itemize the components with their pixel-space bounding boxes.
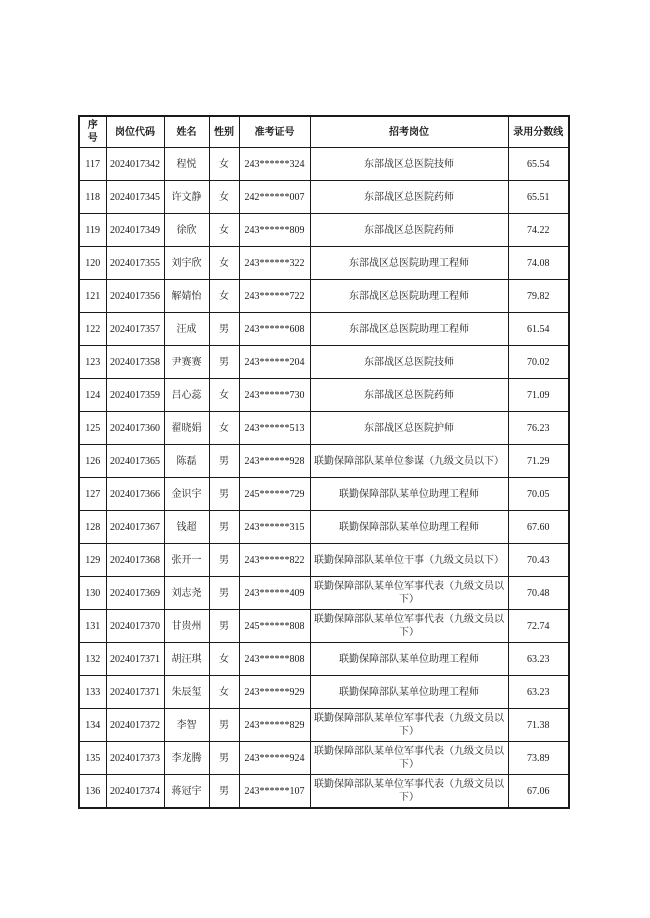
cell-position: 东部战区总医院技师: [310, 346, 508, 379]
cell-code: 2024017365: [106, 445, 164, 478]
cell-name: 程悦: [164, 148, 209, 181]
cell-code: 2024017359: [106, 379, 164, 412]
table-row: [79, 445, 569, 478]
cell-code: 2024017374: [106, 775, 164, 809]
cell-gender: 女: [209, 412, 239, 445]
cell-gender: 女: [209, 379, 239, 412]
cell-position: 联勤保障部队某单位助理工程师: [310, 643, 508, 676]
cell-code: 2024017371: [106, 643, 164, 676]
table-row: [79, 610, 569, 643]
cell-score: 74.08: [508, 247, 569, 280]
cell-gender: 女: [209, 214, 239, 247]
cell-position: 东部战区总医院护师: [310, 412, 508, 445]
cell-code: 2024017366: [106, 478, 164, 511]
cell-name: 解婧怡: [164, 280, 209, 313]
cell-code: 2024017355: [106, 247, 164, 280]
col-header-code: 岗位代码: [106, 116, 164, 148]
cell-index: 125: [79, 412, 106, 445]
cell-index: 118: [79, 181, 106, 214]
cell-gender: 女: [209, 148, 239, 181]
cell-index: 135: [79, 742, 106, 775]
cell-ticket: 243******204: [239, 346, 310, 379]
cell-score: 70.02: [508, 346, 569, 379]
cell-gender: 男: [209, 346, 239, 379]
cell-ticket: 243******513: [239, 412, 310, 445]
cell-ticket: 243******722: [239, 280, 310, 313]
cell-position: 联勤保障部队某单位助理工程师: [310, 511, 508, 544]
cell-name: 刘志尧: [164, 577, 209, 610]
cell-code: 2024017372: [106, 709, 164, 742]
cell-name: 张开一: [164, 544, 209, 577]
cell-position: 联勤保障部队某单位参谋（九级文员以下）: [310, 445, 508, 478]
table-row: [79, 643, 569, 676]
cell-name: 汪成: [164, 313, 209, 346]
cell-position: 联勤保障部队某单位军事代表（九级文员以下）: [310, 577, 508, 610]
cell-code: 2024017345: [106, 181, 164, 214]
cell-ticket: 243******409: [239, 577, 310, 610]
table-row: [79, 247, 569, 280]
cell-ticket: 243******324: [239, 148, 310, 181]
cell-position: 东部战区总医院助理工程师: [310, 247, 508, 280]
table-row: [79, 412, 569, 445]
cell-name: 刘宇欣: [164, 247, 209, 280]
table-row: [79, 709, 569, 742]
cell-gender: 男: [209, 610, 239, 643]
cell-score: 65.54: [508, 148, 569, 181]
cell-name: 吕心蕊: [164, 379, 209, 412]
table-header: [79, 116, 569, 148]
cell-name: 朱辰玺: [164, 676, 209, 709]
cell-score: 70.43: [508, 544, 569, 577]
cell-name: 钱超: [164, 511, 209, 544]
table-row: [79, 577, 569, 610]
cell-code: 2024017360: [106, 412, 164, 445]
cell-index: 136: [79, 775, 106, 809]
col-header-ticket: 准考证号: [239, 116, 310, 148]
table-row: [79, 214, 569, 247]
cell-score: 63.23: [508, 676, 569, 709]
table-row: [79, 280, 569, 313]
cell-index: 122: [79, 313, 106, 346]
cell-index: 119: [79, 214, 106, 247]
cell-position: 联勤保障部队某单位军事代表（九级文员以下）: [310, 742, 508, 775]
cell-index: 133: [79, 676, 106, 709]
cell-score: 71.38: [508, 709, 569, 742]
cell-position: 联勤保障部队某单位军事代表（九级文员以下）: [310, 709, 508, 742]
cell-gender: 女: [209, 247, 239, 280]
table-row: [79, 379, 569, 412]
cell-index: 123: [79, 346, 106, 379]
table-row: [79, 544, 569, 577]
score-table: [78, 115, 570, 809]
cell-ticket: 245******729: [239, 478, 310, 511]
table-row: [79, 775, 569, 809]
cell-name: 胡汪琪: [164, 643, 209, 676]
table-row: [79, 676, 569, 709]
cell-score: 70.48: [508, 577, 569, 610]
cell-name: 陈磊: [164, 445, 209, 478]
cell-score: 65.51: [508, 181, 569, 214]
col-header-position: 招考岗位: [310, 116, 508, 148]
cell-ticket: 243******315: [239, 511, 310, 544]
cell-position: 东部战区总医院助理工程师: [310, 280, 508, 313]
cell-name: 蒋冠宇: [164, 775, 209, 809]
cell-index: 134: [79, 709, 106, 742]
cell-index: 127: [79, 478, 106, 511]
cell-ticket: 243******808: [239, 643, 310, 676]
cell-code: 2024017358: [106, 346, 164, 379]
cell-ticket: 243******829: [239, 709, 310, 742]
cell-position: 东部战区总医院药师: [310, 379, 508, 412]
cell-score: 67.60: [508, 511, 569, 544]
cell-gender: 男: [209, 544, 239, 577]
cell-gender: 男: [209, 313, 239, 346]
col-header-gender: 性别: [209, 116, 239, 148]
cell-gender: 男: [209, 742, 239, 775]
cell-ticket: 243******107: [239, 775, 310, 809]
cell-ticket: 243******608: [239, 313, 310, 346]
cell-gender: 女: [209, 280, 239, 313]
cell-index: 121: [79, 280, 106, 313]
cell-name: 李龙腾: [164, 742, 209, 775]
cell-position: 东部战区总医院药师: [310, 181, 508, 214]
cell-score: 67.06: [508, 775, 569, 809]
cell-position: 联勤保障部队某单位军事代表（九级文员以下）: [310, 775, 508, 809]
cell-position: 联勤保障部队某单位干事（九级文员以下）: [310, 544, 508, 577]
cell-position: 东部战区总医院药师: [310, 214, 508, 247]
cell-name: 金识宇: [164, 478, 209, 511]
cell-code: 2024017356: [106, 280, 164, 313]
cell-index: 126: [79, 445, 106, 478]
cell-index: 130: [79, 577, 106, 610]
cell-name: 许文静: [164, 181, 209, 214]
table-row: [79, 313, 569, 346]
cell-code: 2024017367: [106, 511, 164, 544]
table-row: [79, 478, 569, 511]
cell-code: 2024017342: [106, 148, 164, 181]
cell-score: 70.05: [508, 478, 569, 511]
table-row: [79, 148, 569, 181]
cell-code: 2024017370: [106, 610, 164, 643]
cell-code: 2024017349: [106, 214, 164, 247]
table-row: [79, 511, 569, 544]
cell-ticket: 245******808: [239, 610, 310, 643]
cell-gender: 女: [209, 181, 239, 214]
cell-code: 2024017368: [106, 544, 164, 577]
cell-ticket: 242******007: [239, 181, 310, 214]
cell-name: 李智: [164, 709, 209, 742]
cell-position: 东部战区总医院助理工程师: [310, 313, 508, 346]
cell-index: 124: [79, 379, 106, 412]
cell-index: 131: [79, 610, 106, 643]
cell-position: 东部战区总医院技师: [310, 148, 508, 181]
cell-gender: 男: [209, 709, 239, 742]
cell-code: 2024017369: [106, 577, 164, 610]
cell-gender: 男: [209, 478, 239, 511]
cell-score: 71.29: [508, 445, 569, 478]
cell-index: 117: [79, 148, 106, 181]
cell-index: 120: [79, 247, 106, 280]
cell-score: 63.23: [508, 643, 569, 676]
cell-score: 73.89: [508, 742, 569, 775]
cell-index: 128: [79, 511, 106, 544]
cell-name: 翟晓娟: [164, 412, 209, 445]
cell-ticket: 243******928: [239, 445, 310, 478]
cell-index: 132: [79, 643, 106, 676]
cell-ticket: 243******924: [239, 742, 310, 775]
cell-score: 79.82: [508, 280, 569, 313]
table-row: [79, 181, 569, 214]
cell-position: 联勤保障部队某单位助理工程师: [310, 478, 508, 511]
cell-score: 71.09: [508, 379, 569, 412]
cell-code: 2024017357: [106, 313, 164, 346]
cell-gender: 女: [209, 676, 239, 709]
col-header-name: 姓名: [164, 116, 209, 148]
table-row: [79, 346, 569, 379]
cell-code: 2024017371: [106, 676, 164, 709]
table-body: [79, 148, 569, 809]
cell-gender: 女: [209, 643, 239, 676]
cell-ticket: 243******822: [239, 544, 310, 577]
cell-score: 61.54: [508, 313, 569, 346]
cell-score: 72.74: [508, 610, 569, 643]
cell-name: 徐欣: [164, 214, 209, 247]
table-row: [79, 742, 569, 775]
cell-score: 76.23: [508, 412, 569, 445]
cell-score: 74.22: [508, 214, 569, 247]
header-row: [79, 116, 569, 148]
col-header-index: 序号: [79, 116, 106, 148]
cell-gender: 男: [209, 511, 239, 544]
col-header-score: 录用分数线: [508, 116, 569, 148]
cell-ticket: 243******322: [239, 247, 310, 280]
cell-gender: 男: [209, 775, 239, 809]
cell-code: 2024017373: [106, 742, 164, 775]
cell-ticket: 243******929: [239, 676, 310, 709]
cell-gender: 男: [209, 445, 239, 478]
cell-index: 129: [79, 544, 106, 577]
cell-ticket: 243******809: [239, 214, 310, 247]
cell-position: 联勤保障部队某单位军事代表（九级文员以下）: [310, 610, 508, 643]
cell-position: 联勤保障部队某单位助理工程师: [310, 676, 508, 709]
cell-name: 甘贵州: [164, 610, 209, 643]
cell-gender: 男: [209, 577, 239, 610]
cell-name: 尹赛赛: [164, 346, 209, 379]
cell-ticket: 243******730: [239, 379, 310, 412]
